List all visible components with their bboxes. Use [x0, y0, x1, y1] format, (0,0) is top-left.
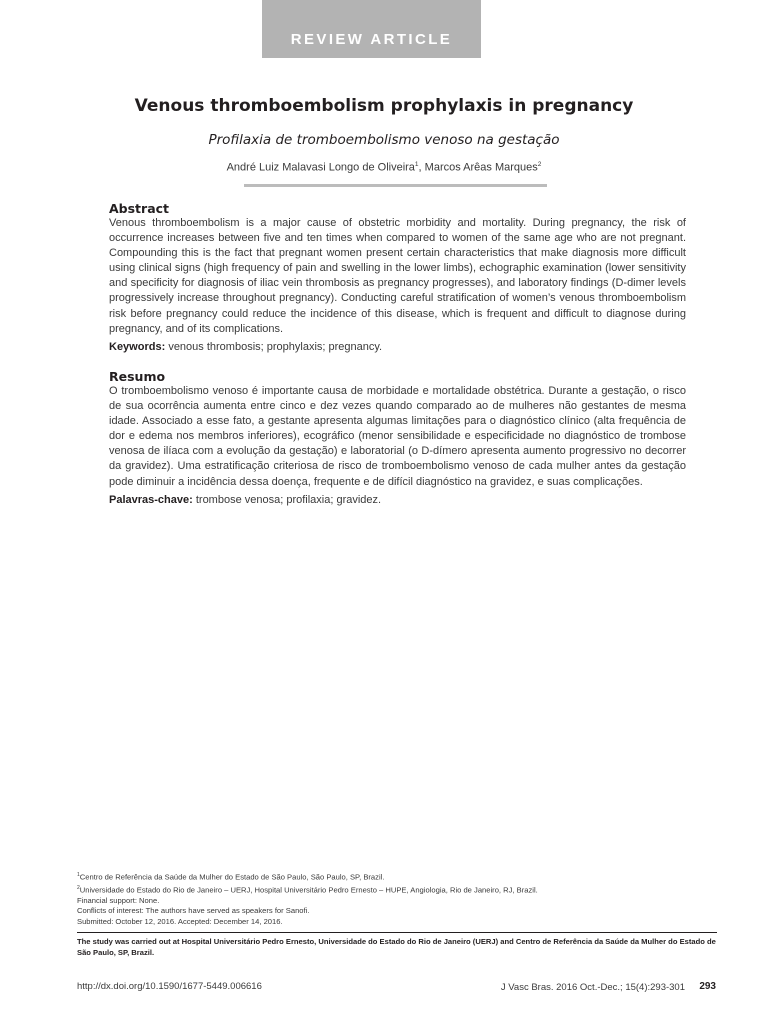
- footnote-marker: 1: [77, 872, 80, 878]
- article-type-label: REVIEW ARTICLE: [290, 31, 453, 48]
- footnote-marker: 2: [77, 884, 80, 891]
- author-list: [0, 161, 768, 174]
- abstract-keywords: [109, 340, 686, 355]
- author-affiliation-marker: 2: [537, 161, 542, 168]
- study-location-note: The study was carried out at Hospital Universitário Pedro Ernesto, Universidade do Estado do Rio de Janeiro (UERJ) and Centro de Referência da Saúde da Mulher do Estado de São Paulo, SP, Brazil.: [77, 937, 716, 957]
- affiliation-footnote: [77, 870, 697, 883]
- affiliation-footnote: [77, 883, 697, 896]
- keywords-value: venous thrombosis; prophylaxis; pregnancy.: [168, 340, 383, 353]
- financial-support-note: Financial support: None.: [77, 895, 160, 905]
- doi-link[interactable]: http://dx.doi.org/10.1590/1677-5449.006616: [77, 981, 262, 992]
- palavras-chave-value: trombose venosa; profilaxia; gravidez.: [195, 493, 382, 506]
- footnote-text: Universidade do Estado do Rio de Janeiro – UERJ, Hospital Universitário Pedro Ernesto – HUPE, Angiologia, Rio de Janeiro, RJ, Brazil.: [79, 885, 538, 895]
- abstract-heading: Abstract: [109, 201, 170, 216]
- journal-citation: J Vasc Bras. 2016 Oct.-Dec.; 15(4):293-301: [500, 982, 685, 993]
- page-number: 293: [699, 981, 716, 992]
- conflicts-note: Conflicts of interest: The authors have served as speakers for Sanofi.: [77, 906, 310, 916]
- resumo-keywords: [109, 493, 686, 508]
- title-divider: [244, 184, 547, 187]
- footer-divider: [77, 932, 717, 933]
- footnote-text: Centro de Referência da Saúde da Mulher do Estado de São Paulo, São Paulo, SP, Brazil.: [79, 872, 385, 882]
- author-affiliation-marker: 1: [414, 161, 419, 168]
- resumo-section: [109, 369, 686, 508]
- abstract-section: [109, 201, 686, 355]
- author-separator: ,: [418, 161, 425, 174]
- resumo-body: O tromboembolismo venoso é importante causa de morbidade e mortalidade obstétrica. Durante a gestação, o risco de sua ocorrência aumenta entre cinco e dez vezes quando comparado ao de mulheres não gestantes de mesma idade. Associado a esse fato, a gestante apresenta algumas limitações para o diagnóstico clínico (alta frequência de dor e edema nos membros inferiores), ecográfico (menor sensibilidade e especificidade no diagnóstico de trombose venosa de ilíaca com a evolução da gestação) e laboratorial (o D-dímero apresenta aumento progressivo no decorrer da gravidez). Uma estratificação criteriosa de risco de tromboembolismo venoso de cada mulher antes da gestação pode diminuir a incidência dessa doença, frequente e de difícil diagnóstico na gravidez, e suas complicações.: [109, 385, 686, 488]
- article-type-banner: [262, 0, 481, 58]
- footnotes: [77, 870, 697, 927]
- abstract-body: Venous thromboembolism is a major cause of obstetric morbidity and mortality. During pregnancy, the risk of occurrence increases between five and ten times when compared to women of the same age who are not pregnant. Compounding this is the fact that pregnant women present certain characteristics that make diagnosis more difficult using clinical signs (high frequency of pain and swelling in the lower limbs), echographic examination (lower sensitivity and specificity for diagnosis of iliac vein thrombosis as pregnancy progresses), and laboratory findings (D-dimer levels progressively increase throughout pregnancy). Conducting careful stratification of women’s venous thromboembolism risk before pregnancy could reduce the incidence of this disease, which is frequent and difficult to diagnose during pregnancy, and of its complications.: [109, 217, 686, 335]
- article-subtitle: Profilaxia de tromboembolismo venoso na gestação: [208, 132, 560, 148]
- article-title: Venous thromboembolism prophylaxis in pregnancy: [134, 96, 634, 116]
- keywords-label: Keywords:: [109, 340, 166, 353]
- author-name: André Luiz Malavasi Longo de Oliveira: [226, 161, 415, 174]
- submission-dates: Submitted: October 12, 2016. Accepted: December 14, 2016.: [77, 916, 283, 926]
- resumo-heading: Resumo: [109, 369, 166, 384]
- palavras-chave-label: Palavras-chave:: [109, 493, 193, 506]
- author-name: Marcos Arêas Marques: [424, 161, 538, 174]
